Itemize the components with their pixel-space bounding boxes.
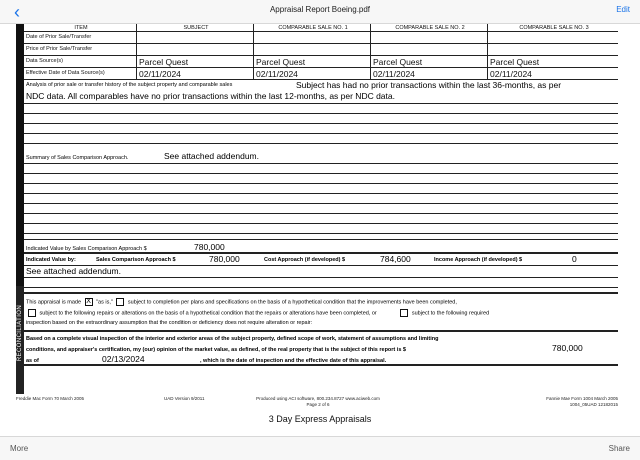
conditions-line2 bbox=[26, 309, 489, 317]
indicated-value-row bbox=[24, 240, 618, 254]
reconciliation-label: RECONCILIATION bbox=[17, 304, 23, 362]
sales-approach-value: 780,000 bbox=[209, 254, 240, 264]
cell-comp1: 02/11/2024 bbox=[253, 68, 370, 79]
cell-comp2: Parcel Quest bbox=[370, 56, 487, 67]
inspection-checkbox[interactable] bbox=[400, 309, 408, 317]
blank-line bbox=[24, 164, 618, 174]
analysis-text-line1: Subject has had no prior transactions within the last 36-months, as per bbox=[296, 80, 562, 90]
inspection-label: subject to the following required bbox=[411, 310, 490, 317]
final-line1: Based on a complete visual inspection of the interior and exterior areas of the subject property, defined scope of work, statement of assumptions and limiting bbox=[26, 336, 439, 342]
analysis-text-line2: NDC data. All comparables have no prior transactions within the last 12-months, as per NDC data. bbox=[26, 91, 395, 101]
blank-line bbox=[24, 124, 618, 134]
blank-line bbox=[24, 104, 618, 114]
completion-checkbox[interactable] bbox=[116, 298, 124, 306]
more-button[interactable]: More bbox=[10, 444, 29, 453]
blank-line bbox=[24, 174, 618, 184]
made-label: This appraisal is made bbox=[26, 299, 82, 306]
header-comp1: COMPARABLE SALE NO. 1 bbox=[253, 24, 370, 31]
income-approach-label: Income Approach (if developed) $ bbox=[434, 257, 523, 263]
footer-right1: Fannie Mae Form 1004 March 2005 bbox=[546, 396, 618, 401]
share-button[interactable]: Share bbox=[608, 444, 630, 453]
row-label: Effective Date of Data Source(s) bbox=[26, 70, 105, 76]
row-label: Date of Prior Sale/Transfer bbox=[26, 34, 92, 40]
blank-line bbox=[24, 204, 618, 214]
cell-comp1 bbox=[253, 44, 370, 55]
blank-line bbox=[24, 278, 618, 288]
repairs-label: subject to the following repairs or alterations on the basis of a hypothetical condition that the repairs or alterations have been completed, or bbox=[39, 310, 377, 317]
cell-subject: Parcel Quest bbox=[136, 56, 253, 67]
reconciliation-comment bbox=[24, 266, 618, 278]
analysis-label: Analysis of prior sale or transfer history of the subject property and comparable sales bbox=[26, 82, 233, 88]
summary-text: See attached addendum. bbox=[164, 151, 259, 161]
cell-comp3 bbox=[487, 32, 618, 43]
cell-comp2: 02/11/2024 bbox=[370, 68, 487, 79]
blank-line bbox=[24, 184, 618, 194]
final-line3: , which is the date of inspection and the effective date of this appraisal. bbox=[200, 358, 387, 364]
cell-comp3 bbox=[487, 44, 618, 55]
chevron-left-icon[interactable]: ‹ bbox=[14, 2, 20, 22]
as-is-checkbox[interactable]: X bbox=[86, 298, 91, 305]
footer-page: Page 2 of 6 bbox=[306, 402, 330, 407]
as-of-date: 02/13/2024 bbox=[102, 354, 145, 364]
analysis-section bbox=[24, 80, 618, 104]
footer-uad: UAD Version 9/2011 bbox=[164, 396, 205, 401]
table-row bbox=[24, 32, 618, 44]
blank-line bbox=[24, 194, 618, 204]
cell-comp1 bbox=[253, 32, 370, 43]
conditions-line3: inspection based on the extraordinary assumption that the condition or deficiency does not require alteration or repair: bbox=[26, 320, 313, 326]
as-is-label: "as is," bbox=[96, 299, 113, 306]
reconciliation-sidebar bbox=[16, 286, 24, 394]
footer-center: Produced using ACI software, 800.234.8727 www.aciweb.com bbox=[256, 396, 380, 401]
header-comp2: COMPARABLE SALE NO. 2 bbox=[370, 24, 487, 31]
header-subject: SUBJECT bbox=[136, 24, 253, 31]
ind-label: Indicated Value by: bbox=[26, 257, 76, 263]
final-opinion bbox=[24, 332, 618, 366]
blank-line bbox=[24, 224, 618, 234]
conditions-line1 bbox=[26, 298, 457, 306]
cell-subject bbox=[136, 44, 253, 55]
cell-comp2 bbox=[370, 32, 487, 43]
reconciliation-comment-text: See attached addendum. bbox=[26, 266, 121, 276]
document-title: Appraisal Report Boeing.pdf bbox=[269, 5, 371, 14]
cost-approach-label: Cost Approach (if developed) $ bbox=[264, 257, 346, 263]
cell-subject: 02/11/2024 bbox=[136, 68, 253, 79]
repairs-checkbox[interactable] bbox=[28, 309, 36, 317]
sales-approach-label: Sales Comparison Approach $ bbox=[96, 257, 176, 263]
footer-right2: 1004_05UAD 12182015 bbox=[569, 402, 618, 407]
blank-line bbox=[24, 114, 618, 124]
indicated-values-row bbox=[24, 254, 618, 266]
cell-comp1: Parcel Quest bbox=[253, 56, 370, 67]
table-row bbox=[24, 68, 618, 80]
completion-label: subject to completion per plans and specifications on the basis of a hypothetical condition that the improvements have been completed, bbox=[127, 299, 457, 306]
income-approach-value: 0 bbox=[572, 254, 577, 264]
table-row bbox=[24, 44, 618, 56]
header-comp3: COMPARABLE SALE NO. 3 bbox=[487, 24, 618, 31]
header-item: ITEM bbox=[74, 25, 88, 31]
prior-sale-grid bbox=[24, 24, 618, 366]
cell-comp3: Parcel Quest bbox=[487, 56, 618, 67]
table-header-row bbox=[24, 24, 618, 32]
final-value: 780,000 bbox=[552, 343, 583, 353]
bottom-toolbar bbox=[0, 436, 640, 460]
indicated-value: 780,000 bbox=[194, 242, 225, 252]
top-toolbar bbox=[0, 0, 640, 24]
final-line2: conditions, and appraiser's certification, my (our) opinion of the market value, as defined, of the real property that is the subject of this report is $ bbox=[26, 347, 406, 353]
summary-label: Summary of Sales Comparison Approach. bbox=[26, 155, 129, 161]
indicated-value-label: Indicated Value by Sales Comparison Approach $ bbox=[26, 246, 147, 252]
cell-comp3: 02/11/2024 bbox=[487, 68, 618, 79]
footer-left: Freddie Mac Form 70 March 2005 bbox=[16, 396, 85, 401]
as-of-label: as of bbox=[26, 358, 39, 364]
edit-button[interactable]: Edit bbox=[616, 5, 630, 14]
blank-line bbox=[24, 134, 618, 144]
table-row bbox=[24, 56, 618, 68]
cell-subject bbox=[136, 32, 253, 43]
row-label: Price of Prior Sale/Transfer bbox=[26, 46, 93, 52]
brand-name: 3 Day Express Appraisals bbox=[268, 414, 372, 424]
appraisal-conditions bbox=[24, 294, 618, 332]
cell-comp2 bbox=[370, 44, 487, 55]
row-label: Data Source(s) bbox=[26, 58, 63, 64]
cost-approach-value: 784,600 bbox=[380, 254, 411, 264]
pdf-page[interactable] bbox=[0, 24, 640, 436]
summary-section bbox=[24, 150, 618, 164]
blank-line bbox=[24, 214, 618, 224]
